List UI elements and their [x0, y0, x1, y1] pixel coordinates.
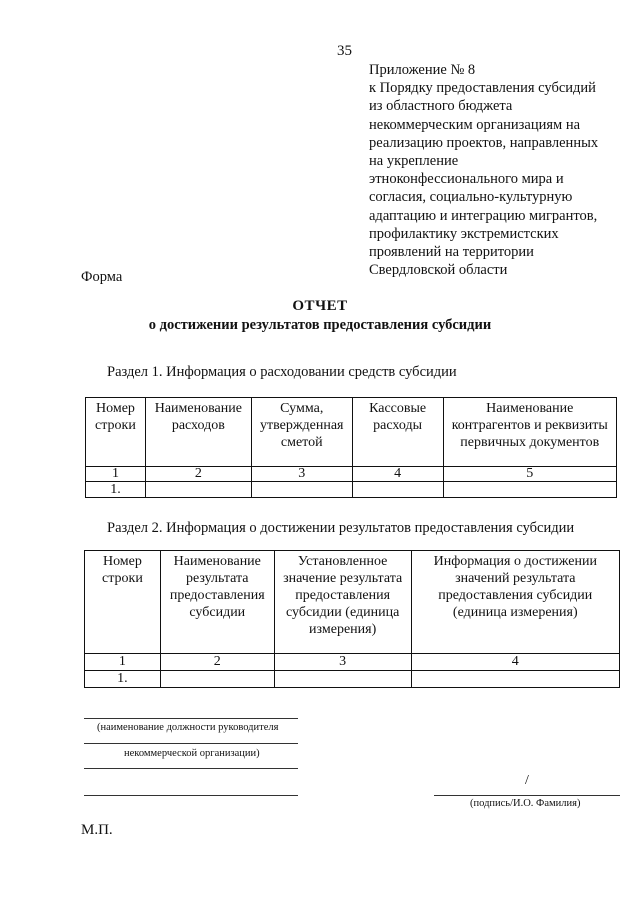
empty-cell[interactable]	[145, 482, 251, 498]
position-caption-2: некоммерческой организации)	[124, 748, 260, 759]
appendix-line: реализацию проектов, направленных	[369, 134, 599, 151]
appendix-line: профилактику экстремистских	[369, 225, 559, 242]
appendix-line: согласия, социально-культурную	[369, 189, 573, 206]
column-number: 1	[86, 467, 146, 482]
header-cell: Номер строки	[86, 398, 146, 467]
empty-cell[interactable]	[352, 482, 443, 498]
expenses-table	[85, 397, 617, 498]
empty-cell[interactable]	[251, 482, 352, 498]
appendix-note	[369, 61, 631, 279]
results-table	[84, 550, 620, 688]
section-1-heading: Раздел 1. Информация о расходовании средств субсидии	[107, 364, 457, 380]
appendix-line: Свердловской области	[369, 262, 508, 279]
table-row	[86, 482, 617, 498]
header-cell: Кассовые расходы	[352, 398, 443, 467]
column-number: 1	[85, 654, 161, 671]
column-number: 4	[352, 467, 443, 482]
row-number: 1.	[86, 482, 146, 498]
appendix-line: на укрепление	[369, 153, 459, 170]
header-cell: Номер строки	[85, 551, 161, 654]
empty-cell[interactable]	[411, 671, 619, 688]
document-subtitle: о достижении результатов предоставления субсидии	[148, 317, 492, 333]
column-number: 3	[251, 467, 352, 482]
header-cell: Наименование результата предоставления субсидии	[160, 551, 274, 654]
table-row	[85, 671, 620, 688]
stamp-label: М.П.	[81, 822, 113, 838]
column-number: 3	[274, 654, 411, 671]
appendix-line: этноконфессионального мира и	[369, 171, 564, 188]
position-line-bottom	[84, 768, 298, 769]
signature-caption: (подпись/И.О. Фамилия)	[470, 798, 581, 809]
column-number: 5	[443, 467, 617, 482]
header-cell: Наименование контрагентов и реквизиты первичных документов	[443, 398, 617, 467]
column-number: 2	[145, 467, 251, 482]
appendix-line: к Порядку предоставления субсидий	[369, 80, 596, 97]
column-number: 2	[160, 654, 274, 671]
position-caption-1: (наименование должности руководителя	[97, 722, 279, 733]
position-line-middle	[84, 743, 298, 744]
header-cell: Информация о достижении значений результата предоставления субсидии (единица измерения)	[411, 551, 619, 654]
name-line	[84, 795, 298, 796]
row-number: 1.	[85, 671, 161, 688]
signature-slash: /	[525, 773, 529, 788]
page-number: 35	[337, 43, 352, 59]
form-label: Форма	[81, 269, 123, 285]
header-cell: Установленное значение результата предоставления субсидии (единица измерения)	[274, 551, 411, 654]
appendix-line: проявлений на территории	[369, 244, 534, 261]
document-title: ОТЧЕТ	[292, 298, 348, 314]
header-cell: Сумма, утвержденная сметой	[251, 398, 352, 467]
header-cell: Наименование расходов	[145, 398, 251, 467]
empty-cell[interactable]	[274, 671, 411, 688]
column-number: 4	[411, 654, 619, 671]
position-line-top	[84, 718, 298, 719]
appendix-line: некоммерческим организациям на	[369, 116, 581, 133]
empty-cell[interactable]	[160, 671, 274, 688]
empty-cell[interactable]	[443, 482, 617, 498]
appendix-line: из областного бюджета	[369, 98, 513, 115]
signature-line	[434, 795, 620, 796]
section-2-heading: Раздел 2. Информация о достижении результатов предоставления субсидии	[107, 520, 575, 536]
appendix-line: Приложение № 8	[369, 62, 476, 78]
appendix-line: адаптацию и интеграцию мигрантов,	[369, 207, 598, 224]
